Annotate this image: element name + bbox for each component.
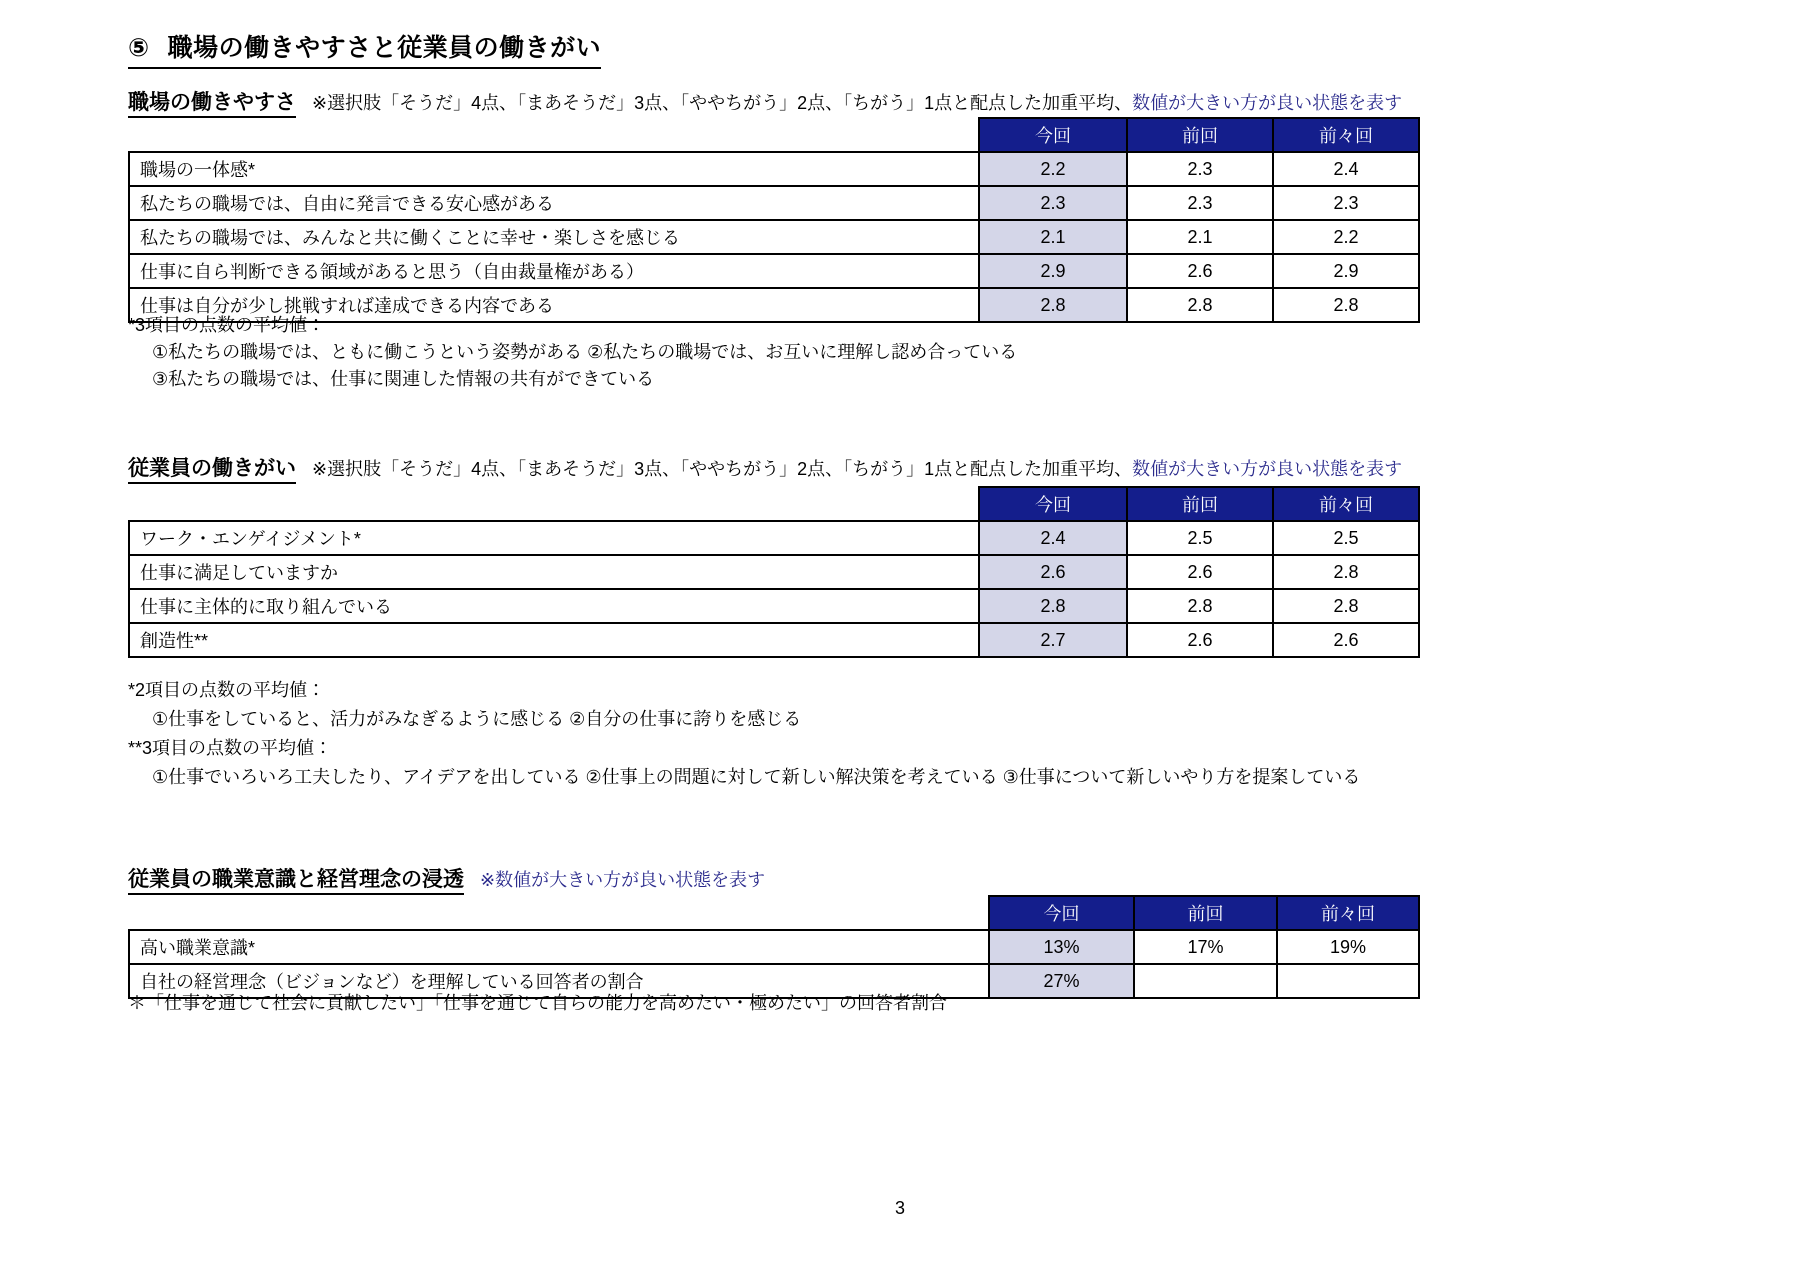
cell-previous — [1134, 964, 1277, 998]
header-blank — [129, 487, 979, 521]
page-title — [128, 28, 601, 69]
subsection-note-blue-workplace: 数値が大きい方が良い状態を表す — [1132, 93, 1403, 113]
table-row — [129, 555, 1419, 589]
subsection-heading-awareness — [128, 863, 765, 893]
header-blank — [129, 118, 979, 152]
header-current: 今回 — [979, 487, 1127, 521]
header-previous: 前回 — [1127, 118, 1273, 152]
page-number: 3 — [894, 1198, 905, 1218]
header-previous: 前回 — [1134, 896, 1277, 930]
table-body — [129, 152, 1419, 322]
cell-previous: 2.6 — [1127, 623, 1273, 657]
row-label: 職場の一体感* — [129, 152, 979, 186]
cell-previous: 2.8 — [1127, 589, 1273, 623]
row-label: 私たちの職場では、みんなと共に働くことに幸せ・楽しさを感じる — [129, 220, 979, 254]
cell-current: 13% — [989, 930, 1134, 964]
cell-current: 2.3 — [979, 186, 1127, 220]
cell-two-previous: 2.5 — [1273, 521, 1419, 555]
table-row — [129, 152, 1419, 186]
subsection-note-workplace: ※選択肢「そうだ」4点、「まあそうだ」3点、「ややちがう」2点、「ちがう」1点と配点した加重平均、 — [312, 93, 1133, 113]
subsection-heading-workplace — [128, 86, 1402, 116]
table-header-row — [129, 896, 1419, 930]
cell-current: 2.1 — [979, 220, 1127, 254]
cell-previous: 2.1 — [1127, 220, 1273, 254]
header-two-previous: 前々回 — [1277, 896, 1419, 930]
row-label: 仕事に主体的に取り組んでいる — [129, 589, 979, 623]
cell-current: 2.6 — [979, 555, 1127, 589]
row-label: 仕事は自分が少し挑戦すれば達成できる内容である — [129, 288, 979, 322]
cell-current: 2.9 — [979, 254, 1127, 288]
header-blank — [129, 896, 989, 930]
section-number: ⑤ — [128, 34, 150, 62]
section-title-text: 職場の働きやすさと従業員の働きがい — [167, 34, 602, 62]
subsection-label-awareness: 従業員の職業意識と経営理念の浸透 — [128, 868, 464, 895]
row-label: 仕事に満足していますか — [129, 555, 979, 589]
cell-current: 2.2 — [979, 152, 1127, 186]
subsection-label-workplace: 職場の働きやすさ — [128, 91, 296, 118]
cell-two-previous: 2.2 — [1273, 220, 1419, 254]
table-header-row — [129, 118, 1419, 152]
table-row — [129, 254, 1419, 288]
cell-previous: 2.3 — [1127, 186, 1273, 220]
row-label: ワーク・エンゲイジメント* — [129, 521, 979, 555]
cell-previous: 2.6 — [1127, 555, 1273, 589]
subsection-label-engagement: 従業員の働きがい — [128, 457, 296, 484]
cell-current: 2.4 — [979, 521, 1127, 555]
table-row — [129, 186, 1419, 220]
header-two-previous: 前々回 — [1273, 487, 1419, 521]
table-body — [129, 521, 1419, 657]
table-row — [129, 623, 1419, 657]
row-label: 自社の経営理念（ビジョンなど）を理解している回答者の割合 — [129, 964, 989, 998]
cell-previous: 2.6 — [1127, 254, 1273, 288]
cell-two-previous — [1277, 964, 1419, 998]
cell-two-previous: 19% — [1277, 930, 1419, 964]
cell-two-previous: 2.4 — [1273, 152, 1419, 186]
footnote-engagement-1: ①仕事をしていると、活力がみなぎるように感じる ②自分の仕事に誇りを感じる — [152, 709, 802, 729]
subsection-note-blue-engagement: 数値が大きい方が良い状態を表す — [1132, 459, 1403, 479]
footnote-engagement-3: ①仕事でいろいろ工夫したり、アイデアを出している ②仕事上の問題に対して新しい解決策を考えている ③仕事について新しいやり方を提案している — [152, 767, 1361, 787]
cell-two-previous: 2.9 — [1273, 254, 1419, 288]
row-label: 高い職業意識* — [129, 930, 989, 964]
cell-current: 2.8 — [979, 288, 1127, 322]
table-workplace-comfort — [128, 117, 1420, 323]
cell-previous: 17% — [1134, 930, 1277, 964]
subsection-note-blue-awareness: ※数値が大きい方が良い状態を表す — [480, 870, 766, 890]
table-row — [129, 930, 1419, 964]
header-current: 今回 — [989, 896, 1134, 930]
header-previous: 前回 — [1127, 487, 1273, 521]
footnote-workplace-0: *3項目の点数の平均値： — [128, 315, 326, 335]
cell-current: 2.8 — [979, 589, 1127, 623]
table-body — [129, 930, 1419, 998]
header-current: 今回 — [979, 118, 1127, 152]
row-label: 創造性** — [129, 623, 979, 657]
cell-previous: 2.3 — [1127, 152, 1273, 186]
footnote-engagement-0: *2項目の点数の平均値： — [128, 680, 326, 700]
cell-two-previous: 2.6 — [1273, 623, 1419, 657]
cell-two-previous: 2.8 — [1273, 288, 1419, 322]
cell-two-previous: 2.8 — [1273, 555, 1419, 589]
table-professional-awareness — [128, 895, 1420, 999]
cell-two-previous: 2.8 — [1273, 589, 1419, 623]
row-label: 私たちの職場では、自由に発言できる安心感がある — [129, 186, 979, 220]
cell-two-previous: 2.3 — [1273, 186, 1419, 220]
table-employee-engagement — [128, 486, 1420, 658]
table-row — [129, 589, 1419, 623]
subsection-note-engagement: ※選択肢「そうだ」4点、「まあそうだ」3点、「ややちがう」2点、「ちがう」1点と配点した加重平均、 — [312, 459, 1133, 479]
footnote-workplace-2: ③私たちの職場では、仕事に関連した情報の共有ができている — [152, 369, 655, 389]
row-label: 仕事に自ら判断できる領域があると思う（自由裁量権がある） — [129, 254, 979, 288]
table-header-row — [129, 487, 1419, 521]
subsection-heading-engagement — [128, 452, 1402, 482]
cell-previous: 2.8 — [1127, 288, 1273, 322]
footnote-workplace-1: ①私たちの職場では、ともに働こうという姿勢がある ②私たちの職場では、お互いに理解し認め合っている — [152, 342, 1018, 362]
footnote-engagement-2: **3項目の点数の平均値： — [128, 738, 333, 758]
footnote-awareness-0: ＊「仕事を通じて社会に貢献したい」「仕事を通じて自らの能力を高めたい・極めたい」の回答者割合 — [128, 993, 947, 1013]
table-row — [129, 521, 1419, 555]
cell-previous: 2.5 — [1127, 521, 1273, 555]
cell-current: 27% — [989, 964, 1134, 998]
header-two-previous: 前々回 — [1273, 118, 1419, 152]
table-row — [129, 220, 1419, 254]
cell-current: 2.7 — [979, 623, 1127, 657]
